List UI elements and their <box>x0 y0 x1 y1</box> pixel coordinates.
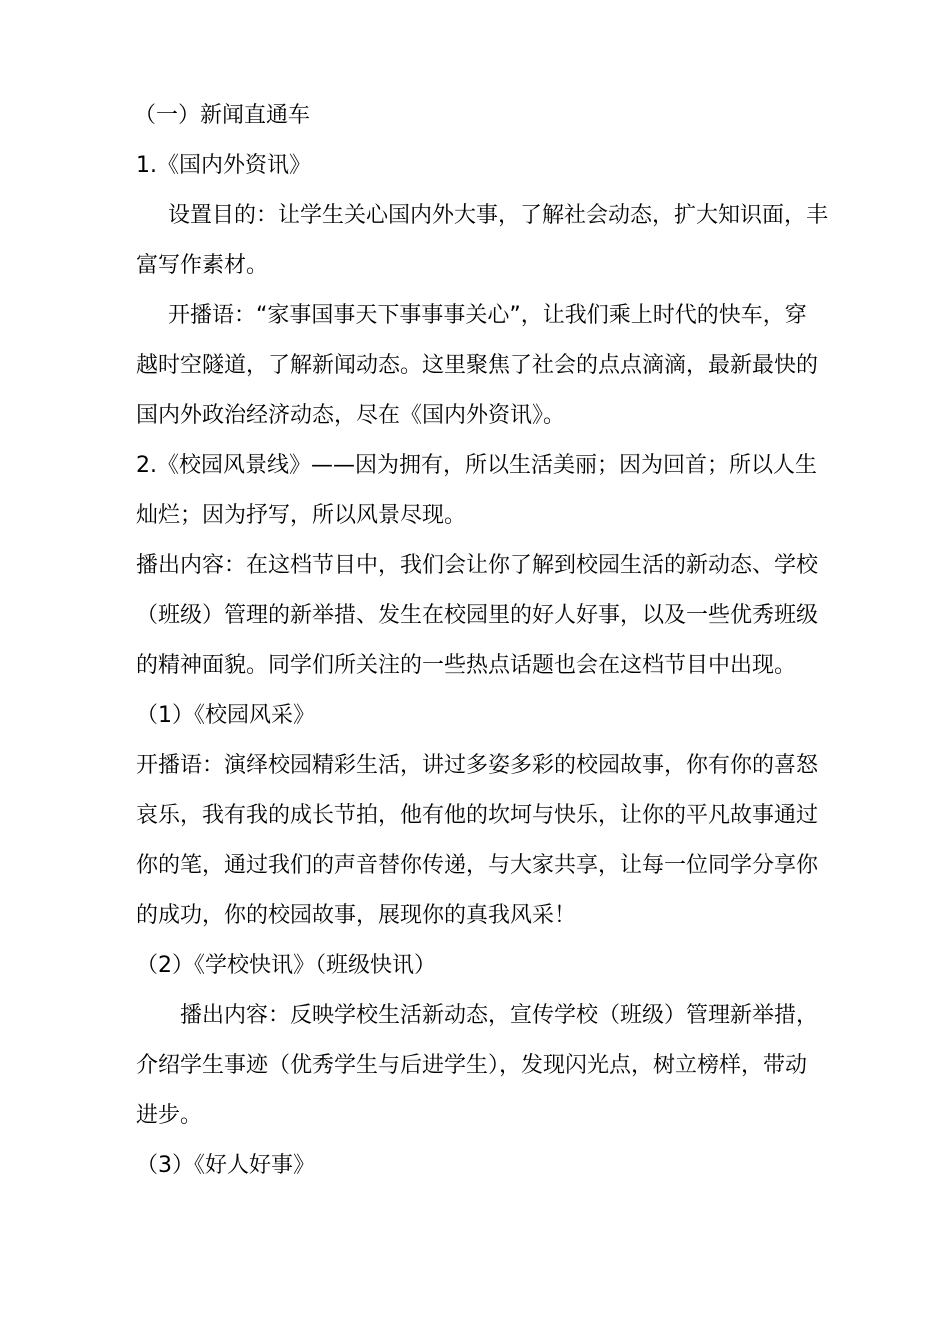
item-heading-2: 2.《校园风景线》——因为拥有，所以生活美丽；因为回首；所以人生 <box>136 453 817 478</box>
paragraph-line: 国内外政治经济动态，尽在《国内外资讯》。 <box>136 403 566 428</box>
paragraph-line: 越时空隧道，了解新闻动态。这里聚焦了社会的点点滴滴，最新最快的 <box>136 353 819 378</box>
paragraph-line: 的精神面貌。同学们所关注的一些热点话题也会在这档节目中出现。 <box>136 653 797 678</box>
sub-heading-3: （3）《好人好事》 <box>136 1153 315 1178</box>
paragraph-line: 的成功，你的校园故事，展现你的真我风采！ <box>136 903 577 928</box>
paragraph-line: 播出内容：反映学校生活新动态，宣传学校（班级）管理新举措， <box>180 1003 819 1028</box>
paragraph-line: 开播语：演绎校园精彩生活，讲过多姿多彩的校园故事，你有你的喜怒 <box>136 753 819 778</box>
paragraph-line: 富写作素材。 <box>136 253 269 278</box>
paragraph-line: 设置目的：让学生关心国内外大事，了解社会动态，扩大知识面，丰 <box>168 203 829 228</box>
paragraph-line: 你的笔，通过我们的声音替你传递，与大家共享，让每一位同学分享你 <box>136 853 819 878</box>
item-heading-1: 1.《国内外资讯》 <box>136 153 311 178</box>
paragraph-line: 播出内容：在这档节目中，我们会让你了解到校园生活的新动态、学校 <box>136 553 819 578</box>
paragraph-line: 灿烂；因为抒写，所以风景尽现。 <box>136 503 467 528</box>
paragraph-line: 进步。 <box>136 1103 203 1128</box>
section-heading: （一）新闻直通车 <box>134 103 311 128</box>
paragraph-line: 介绍学生事迹（优秀学生与后进学生），发现闪光点，树立榜样，带动 <box>136 1053 808 1078</box>
paragraph-line: 开播语：“家事国事天下事事事关心”，让我们乘上时代的快车，穿 <box>168 303 807 328</box>
paragraph-line: （班级）管理的新举措、发生在校园里的好人好事，以及一些优秀班级 <box>136 603 819 628</box>
sub-heading-1: （1）《校园风采》 <box>136 703 315 728</box>
paragraph-line: 哀乐，我有我的成长节拍，他有他的坎坷与快乐，让你的平凡故事通过 <box>136 803 819 828</box>
sub-heading-2: （2）《学校快讯》（班级快讯） <box>136 953 436 978</box>
